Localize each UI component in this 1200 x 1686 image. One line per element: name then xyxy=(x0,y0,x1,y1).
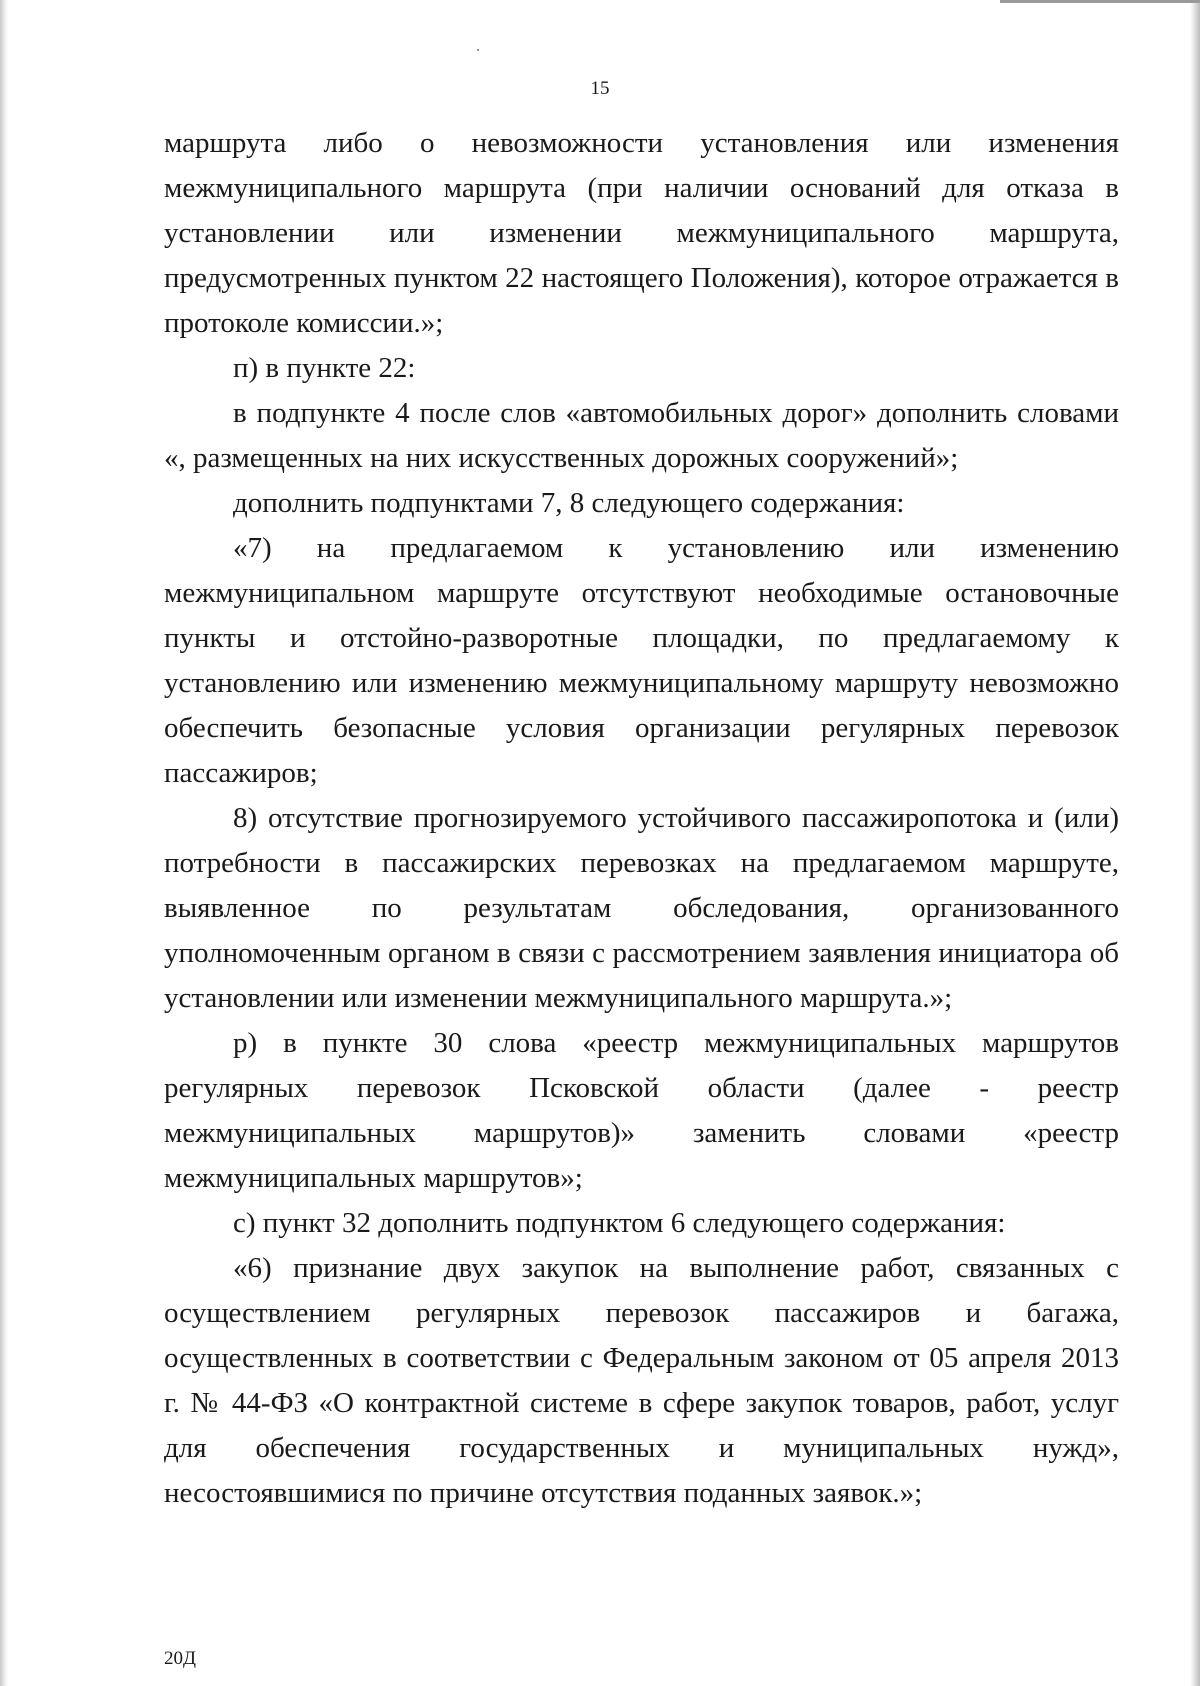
paragraph-add-subitems: дополнить подпунктами 7, 8 следующего содержания: xyxy=(233,487,905,519)
paragraph-item-s: с) пункт 32 дополнить подпунктом 6 следующего содержания: xyxy=(233,1207,1006,1239)
paragraph-subitem-7: «7) на предлагаемом к установлению или изменению межмуниципальном маршруте отсутствуют необходимые остановочные пункты и отстойно-разворотные площадки, по предлагаемому к установлению или изменению межмуниципальному маршруту невозможно обеспечить безопасные условия организации регулярных перевозок пассажиров; xyxy=(164,532,1119,789)
scan-speck xyxy=(477,49,479,51)
paragraph-subitem-8: 8) отсутствие прогнозируемого устойчивого пассажиропотока и (или) потребности в пассажирских перевозках на предлагаемом маршруте, выявленное по результатам обследования, организованного уполномоченным органом в связи с рассмотрением заявления инициатора об установлении или изменении межмуниципального маршрута.»; xyxy=(164,802,1119,1014)
scan-edge-left xyxy=(0,0,8,1686)
page-number: 15 xyxy=(590,78,610,99)
paragraph-continuation: маршрута либо о невозможности установления или изменения межмуниципального маршрута (при наличии оснований для отказа в установлении или изменении межмуниципального маршрута, предусмотренных пунктом 22 настоящего Положения), которое отражается в протоколе комиссии.»; xyxy=(164,127,1119,339)
footer-document-code: 20Д xyxy=(164,1648,196,1669)
paragraph-subitem-6: «6) признание двух закупок на выполнение работ, связанных с осуществлением регулярных перевозок пассажиров и багажа, осуществленных в соответствии с Федеральным законом от 05 апреля 2013 г. № 44-ФЗ «О контрактной системе в сфере закупок товаров, работ, услуг для обеспечения государственных и муниципальных нужд», несостоявшимися по причине отсутствия поданных заявок.»; xyxy=(164,1252,1119,1509)
paragraph-item-p: п) в пункте 22: xyxy=(233,352,416,384)
paragraph-item-r: р) в пункте 30 слова «реестр межмуниципальных маршрутов регулярных перевозок Псковской области (далее - реестр межмуниципальных маршрутов)» заменить словами «реестр межмуниципальных маршрутов»; xyxy=(164,1027,1119,1194)
scan-edge-top xyxy=(1000,0,1200,3)
scan-edge-right xyxy=(1190,0,1200,1686)
document-body xyxy=(164,121,1119,1516)
paragraph-subitem-4: в подпункте 4 после слов «автомобильных дорог» дополнить словами «, размещенных на них искусственных дорожных сооружений»; xyxy=(164,397,1119,474)
